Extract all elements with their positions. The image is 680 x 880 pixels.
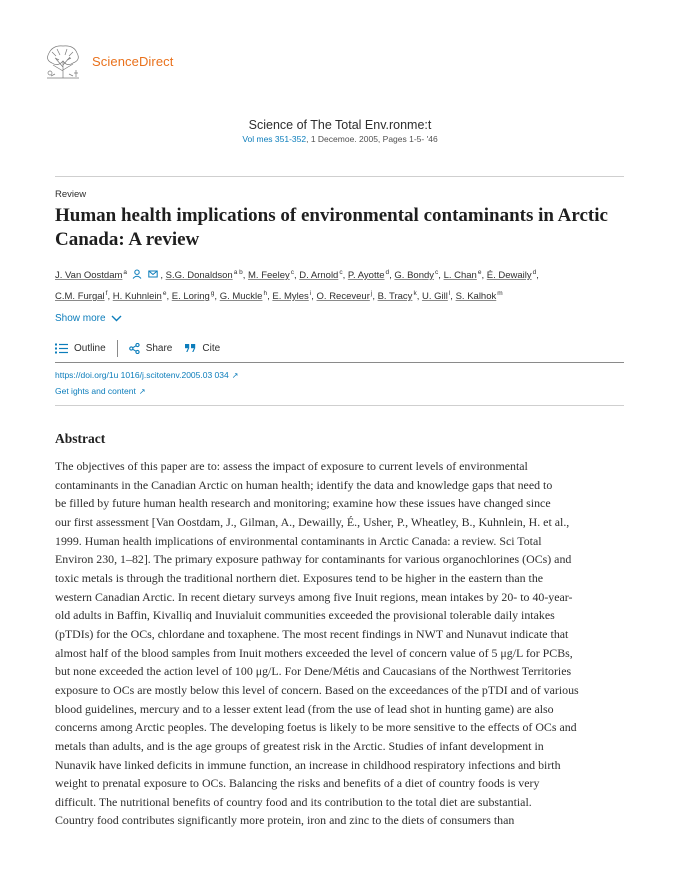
divider	[55, 362, 624, 363]
abstract-line: blood guidelines, mercury and to a lesser extent lead (from the use of lead shot in hunting game) are also	[55, 701, 554, 716]
doi-link[interactable]	[55, 370, 238, 380]
cite-button[interactable]	[185, 343, 220, 354]
chevron-down-icon	[111, 315, 122, 322]
author-link[interactable]: E. Myles	[272, 291, 309, 302]
article-title	[55, 204, 615, 252]
abstract-line: concerns among Arctic peoples. The developing foetus is likely to be more sensitive to the effects of OCs and	[55, 720, 577, 735]
external-link-icon: ↗	[231, 371, 239, 380]
show-more-button[interactable]	[55, 313, 122, 324]
author-link[interactable]: E. Loring	[171, 291, 210, 302]
abstract-line: but none exceeded the action level of 100 μg/L. For Dene/Métis and Caucasians of the Northwest Territories	[55, 664, 572, 679]
author-link[interactable]: S.G. Donaldson	[165, 270, 233, 281]
brand-name: ScienceDirect	[92, 53, 174, 69]
abstract-line: almost half of the blood samples from Inuit mothers exceeded the level of concern value of 5 μg/L for PCBs,	[55, 645, 573, 660]
author-affiliation[interactable]: f	[105, 290, 108, 297]
author-affiliation[interactable]: e	[162, 290, 167, 297]
abstract-line: western Canadian Arctic. In recent dietary surveys among five Inuit regions, mean intakes by 20- to 40-year-	[55, 589, 573, 604]
doi-text: https://doi.org/1u 1016/j.scitotenv.2005.03 034	[55, 370, 229, 380]
abstract-line: metals than adults, and is the age groups of greatest risk in the Arctic. Studies of infant development in	[55, 738, 544, 753]
author-affiliation[interactable]: l	[448, 290, 451, 297]
share-icon	[129, 343, 140, 354]
cite-label: Cite	[202, 342, 221, 354]
abstract-line: Country food contributes significantly more protein, iron and zinc to the diets of consumers than	[55, 813, 515, 828]
author-link[interactable]: U. Gill	[421, 291, 448, 302]
author-affiliation[interactable]: d	[532, 269, 537, 276]
author-link[interactable]: J. Van Oostdam	[55, 270, 123, 281]
abstract-line: Nunavik have linked deficits in immune function, an increase in childhood respiratory infections and birth	[55, 757, 561, 772]
author-link[interactable]: O. Receveur	[316, 291, 370, 302]
author-affiliation[interactable]: a b	[233, 269, 243, 276]
abstract-line: exposure to OCs are mostly below this level of concern. Based on the exceedances of the pTDI and of various	[55, 682, 579, 697]
abstract-line: toxic metals is through the traditional northern diet. Exposures tend to be higher in the eastern than the	[55, 570, 544, 585]
outline-button[interactable]	[55, 343, 106, 354]
rights-link[interactable]	[55, 386, 146, 396]
author-link[interactable]: M. Feeley	[248, 270, 290, 281]
divider	[55, 176, 624, 177]
author-link[interactable]: É. Dewaily	[486, 270, 532, 281]
author-affiliation[interactable]: d	[385, 269, 390, 276]
abstract-line: (pTDIs) for the OCs, chlordane and toxaphene. The most recent findings in NWT and Nunavut indicate that	[55, 626, 569, 641]
author-affiliation[interactable]: h	[263, 290, 268, 297]
author-link[interactable]: B. Tracy	[377, 291, 413, 302]
author-affiliation[interactable]: e	[477, 269, 482, 276]
abstract-line: 1999. Human health implications of environmental contaminants in Arctic Canada: a review. Sci Total	[55, 533, 542, 548]
show-more-label: Show more	[55, 313, 106, 324]
author-affiliation[interactable]: c	[339, 269, 343, 276]
author-affiliation[interactable]: k	[413, 290, 417, 297]
abstract-line: be filled by future human health research and monitoring; examine how these issues have changed since	[55, 496, 551, 511]
volume-details: , 1 Decemoe. 2005, Pages 1-5- '46	[306, 134, 438, 144]
email-icon[interactable]	[148, 269, 158, 279]
abstract-line: our first assessment [Van Oostdam, J., Gilman, A., Dewailly, É., Usher, P., Wheatley, B., Kuhnlein, H. et al.,	[55, 514, 570, 529]
volume-link[interactable]: Vol mes 351-352	[242, 134, 307, 144]
author-link[interactable]: G. Muckle	[219, 291, 263, 302]
abstract-line: weight to prenatal exposure to OCs. Balancing the risks and benefits of a diet of country foods is very	[55, 776, 540, 791]
article-type: Review	[55, 189, 87, 200]
article-toolbar	[55, 340, 220, 356]
share-label: Share	[145, 342, 173, 354]
author-link[interactable]: D. Arnold	[299, 270, 339, 281]
person-icon[interactable]	[132, 269, 142, 279]
divider	[55, 405, 624, 406]
abstract-line: old adults in Baffin, Kivalliq and Inuvialuit communities exceeded the provisional tolerable daily intakes	[55, 608, 555, 623]
abstract-line: The objectives of this paper are to: assess the impact of exposure to current levels of environmental	[55, 459, 528, 473]
author-link[interactable]: P. Ayotte	[347, 270, 385, 281]
external-link-icon: ↗	[138, 387, 146, 396]
rights-text: Get ights and content	[55, 386, 136, 396]
author-affiliation[interactable]: c	[435, 269, 439, 276]
abstract-heading: Abstract	[55, 431, 106, 446]
author-row: C.M. Furgal$^f$, H. Kuhnlein$^e$, E. Loring$^g$, G. Muckle$^h$, E. Myles$^i$, O. Receveur$^j$, B. Tracy$^k$, U. Gill$^l$, S. Kalhok$^m$	[55, 290, 503, 302]
author-affiliation[interactable]: i	[309, 290, 312, 297]
author-link[interactable]: G. Bondy	[394, 270, 435, 281]
author-affiliation[interactable]: m	[497, 290, 503, 297]
abstract-body	[55, 457, 627, 830]
journal-title[interactable]: Science of The Total Env.ronme:t	[248, 118, 432, 132]
author-link[interactable]: H. Kuhnlein	[112, 291, 162, 302]
author-affiliation[interactable]: g	[210, 290, 215, 297]
abstract-line: Environ 230, 1–82]. The primary exposure pathway for contaminants for various organochlorines (OCs) and	[55, 552, 572, 567]
list-icon	[55, 343, 68, 354]
quote-icon	[185, 343, 196, 353]
elsevier-tree-icon	[43, 43, 83, 79]
sciencedirect-logo[interactable]	[43, 43, 174, 79]
title-line: Canada: A review	[55, 229, 200, 250]
author-affiliation[interactable]: a	[123, 269, 128, 276]
author-link[interactable]: S. Kalhok	[455, 291, 497, 302]
author-link[interactable]: L. Chan	[443, 270, 477, 281]
author-link[interactable]: C.M. Furgal	[55, 291, 105, 302]
journal-header	[0, 118, 680, 144]
journal-volume	[0, 134, 680, 144]
outline-label: Outline	[74, 342, 106, 354]
author-row: J. Van Oostdam$^a$ , S.G. Donaldson$^{a b}$, M. Feeley$^c$, D. Arnold$^c$, P. Ayotte$^d$, G. Bondy$^c$, L. Chan$^e$, É. Dewaily$^d$,	[55, 269, 539, 281]
author-list	[55, 264, 625, 306]
toolbar-separator	[117, 340, 118, 357]
abstract-line: contaminants in the Canadian Arctic on human health; identify the data and knowledge gaps that need to	[55, 477, 553, 492]
abstract-line: difficult. The nutritional benefits of country food and its contribution to the total diet are substantial.	[55, 794, 532, 809]
title-line: Human health implications of environmental contaminants in Arctic	[55, 205, 608, 226]
share-button[interactable]	[129, 343, 173, 354]
author-affiliation[interactable]: j	[370, 290, 373, 297]
author-affiliation[interactable]: c	[290, 269, 294, 276]
